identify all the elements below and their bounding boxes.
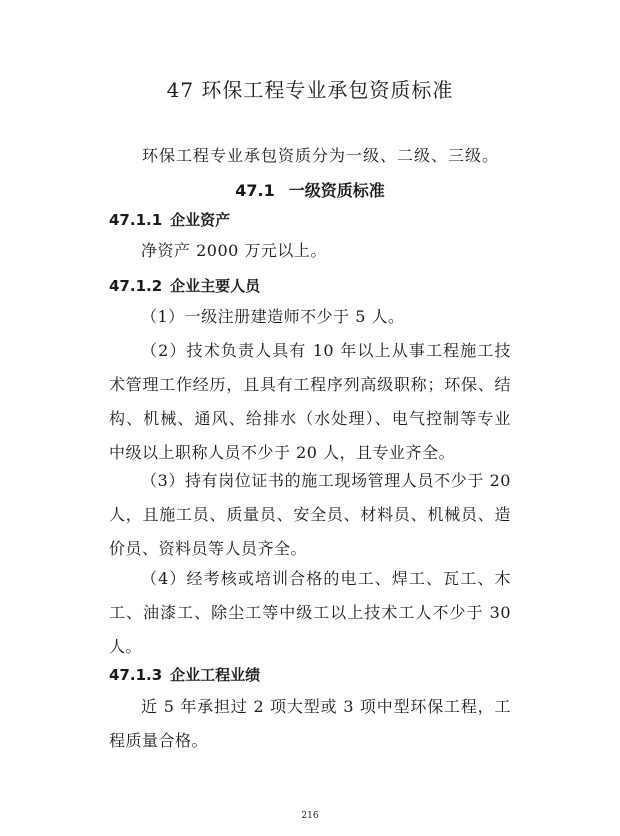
paragraph: （4）经考核或培训合格的电工、焊工、瓦工、木工、油漆工、除尘工等中级工以上技术工人不少于 30 人。	[109, 569, 511, 656]
paragraph: （2）技术负责人具有 10 年以上从事工程施工技术管理工作经历，且具有工程序列高级职称；环保、结构、机械、通风、给排水（水处理）、电气控制等专业中级以上职称人员不少于 20 人，且专业齐全。	[109, 341, 511, 462]
subsection-title: 企业主要人员	[170, 277, 261, 295]
page-title: 47 环保工程专业承包资质标准	[166, 78, 454, 102]
section-heading	[0, 178, 620, 201]
subsection-title: 企业工程业绩	[170, 666, 261, 684]
paragraph: 净资产 2000 万元以上。	[141, 241, 327, 260]
paragraph: （1）一级注册建造师不少于 5 人。	[141, 307, 405, 326]
page-number: 216	[301, 811, 319, 821]
subsection-number: 47.1.1	[109, 211, 163, 229]
subsection-number: 47.1.3	[109, 666, 163, 684]
subsection-number: 47.1.2	[109, 277, 163, 295]
intro-paragraph: 环保工程专业承包资质分为一级、二级、三级。	[142, 146, 500, 165]
subsection-heading	[109, 275, 260, 296]
subsection-title: 企业资产	[170, 211, 231, 229]
paragraph: 近 5 年承担过 2 项大型或 3 项中型环保工程，工程质量合格。	[109, 697, 511, 750]
paragraph: （3）持有岗位证书的施工现场管理人员不少于 20 人，且施工员、质量员、安全员、材料员、机械员、造价员、资料员等人员齐全。	[109, 471, 511, 558]
subsection-heading	[109, 664, 260, 685]
section-number: 47.1	[235, 181, 275, 200]
section-title: 一级资质标准	[288, 181, 385, 200]
subsection-heading	[109, 209, 230, 230]
